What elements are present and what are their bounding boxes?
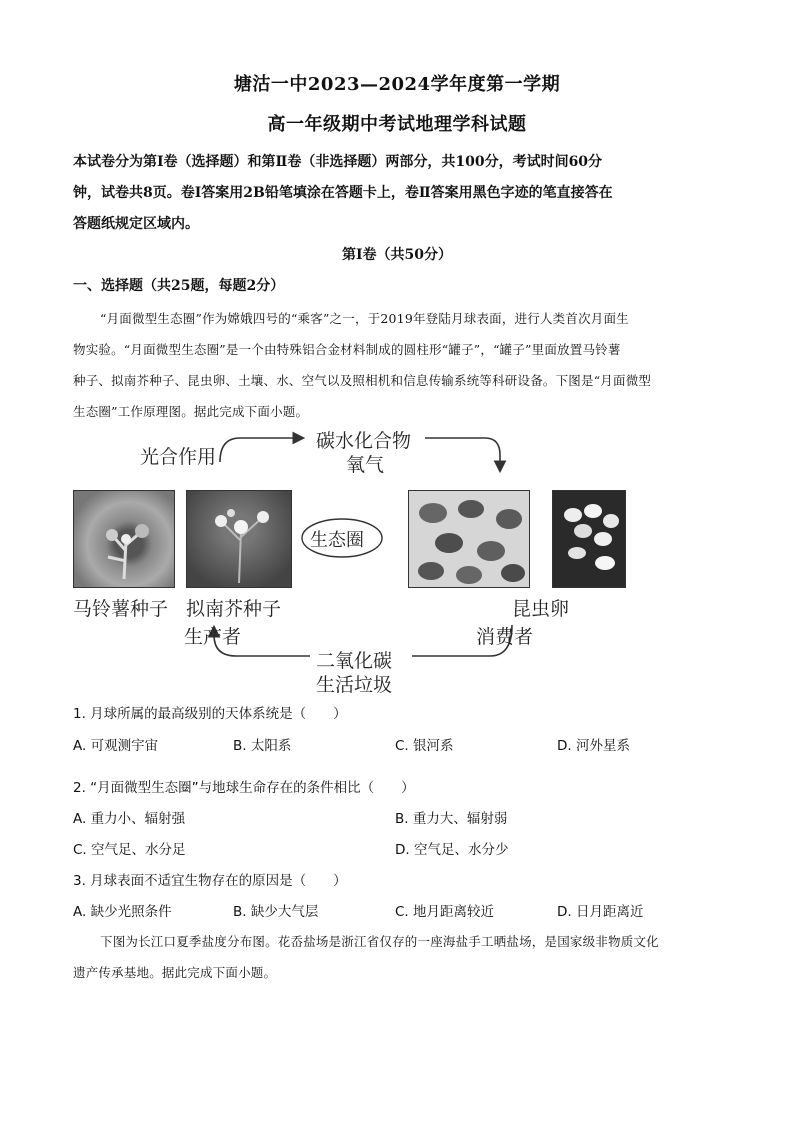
eggs-icon [553,491,625,587]
ecosystem-diagram [60,420,740,700]
question-2-option-c: C. 空气足、水分足 [73,842,186,858]
arrow-top-out [425,438,500,470]
intro-line-3: 答题纸规定区域内。 [73,216,199,232]
question-3-option-b: B. 缺少大气层 [233,904,319,920]
question-1-option-d: D. 河外星系 [557,738,630,754]
flower-icon [187,491,291,587]
question-3-option-d: D. 日月距离近 [557,904,644,920]
co2-label: 二氧化碳 [316,650,393,672]
potato-seed-photo [73,490,175,588]
potato-seed-label: 马铃薯种子 [73,598,169,620]
question-2-option-d: D. 空气足、水分少 [395,842,509,858]
question-1-stem: 1. 月球所属的最高级别的天体系统是（ ） [73,706,347,722]
question-3-option-c: C. 地月距离较近 [395,904,495,920]
question-2-stem: 2. “月面微型生态圈”与地球生命存在的条件相比（ ） [73,780,415,796]
ecosystem-label: 生态圈 [310,530,364,551]
exam-title-line1: 塘沽一中2023—2024学年度第一学期 [233,74,561,95]
question-1-option-c: C. 银河系 [395,738,454,754]
intro-line-1: 本试卷分为第Ⅰ卷（选择题）和第Ⅱ卷（非选择题）两部分，共100分，考试时间60分 [73,154,603,170]
question-1-option-b: B. 太阳系 [233,738,292,754]
question-2-option-a: A. 重力小、辐射强 [73,811,186,827]
oxygen-label: 氧气 [346,454,385,476]
consumer-label: 消费者 [476,626,534,648]
carbohydrate-label: 碳水化合物 [316,430,412,452]
question-1-option-a: A. 可观测宇宙 [73,738,159,754]
passage2-line-2: 遗产传承基地。据此完成下面小题。 [73,965,277,980]
part-title: 第Ⅰ卷（共50分） [341,247,453,263]
arabidopsis-seed-photo [186,490,292,588]
insect-egg-photo-1 [408,490,530,588]
passage1-line-4: 生态圈”工作原理图。据此完成下面小题。 [73,404,309,419]
seeds-icon [409,491,529,587]
plant-sprout-icon [74,491,174,587]
section-heading: 一、选择题（共25题，每题2分） [73,278,285,294]
waste-label: 生活垃圾 [316,674,393,696]
photosynthesis-label: 光合作用 [140,446,217,468]
passage1-line-2: 物实验。“月面微型生态圈”是一个由特殊铝合金材料制成的圆柱形“罐子”，“罐子”里面放置马铃薯 [73,342,621,357]
arrow-top-in [220,438,302,462]
arabidopsis-seed-label: 拟南芥种子 [186,598,282,620]
passage1-line-1: “月面微型生态圈”作为嫦娥四号的“乘客”之一，于2019年登陆月球表面，进行人类首次月面生 [100,311,629,326]
intro-line-2: 钟，试卷共8页。卷Ⅰ答案用2B铅笔填涂在答题卡上，卷Ⅱ答案用黑色字迹的笔直接答在 [73,185,613,201]
producer-label: 生产者 [184,626,242,648]
insect-egg-label: 昆虫卵 [512,598,570,620]
question-3-stem: 3. 月球表面不适宜生物存在的原因是（ ） [73,873,347,889]
exam-title-line2: 高一年级期中考试地理学科试题 [267,114,527,135]
passage2-line-1: 下图为长江口夏季盐度分布图。花岙盐场是浙江省仅存的一座海盐手工晒盐场，是国家级非物质文化 [100,934,659,949]
question-2-option-b: B. 重力大、辐射弱 [395,811,508,827]
question-3-option-a: A. 缺少光照条件 [73,904,172,920]
insect-egg-photo-2 [552,490,626,588]
passage1-line-3: 种子、拟南芥种子、昆虫卵、土壤、水、空气以及照相机和信息传输系统等科研设备。下图是“月面微型 [73,373,652,388]
